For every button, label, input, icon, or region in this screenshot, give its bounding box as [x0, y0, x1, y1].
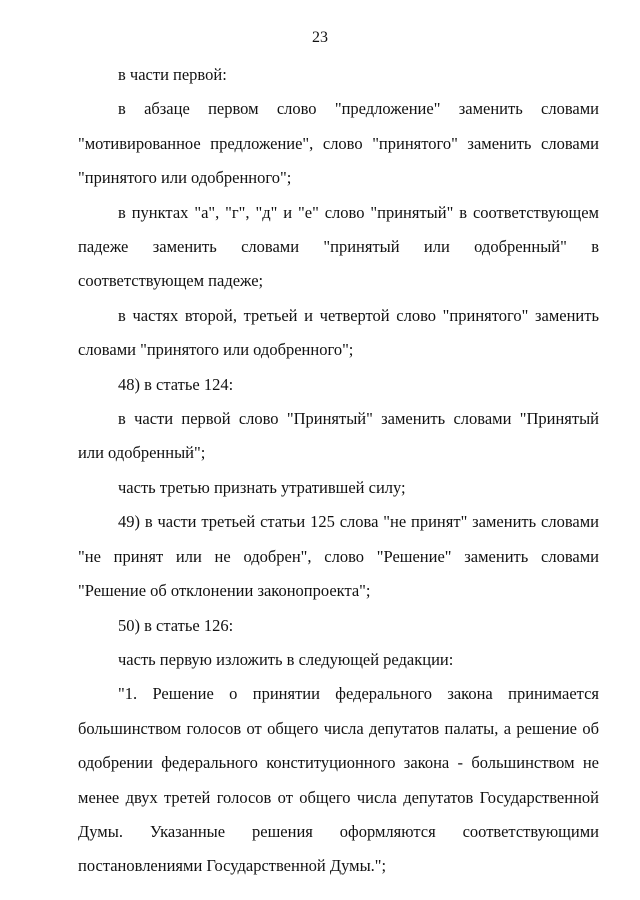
paragraph-item-50: 50) в статье 126:	[118, 615, 234, 635]
paragraph-parts-two-three-four: в частях второй, третьей и четвертой слово "принятого" заменить словами "принятого или одобренного";	[78, 305, 599, 360]
page-number: 23	[312, 29, 328, 46]
paragraph-article-124-part-one: в части первой слово "Принятый" заменить словами "Принятый или одобренный";	[78, 409, 599, 463]
paragraph-item-49: 49) в части третьей статьи 125 слова "не принят" заменить словами "не принят или не одобрен", слово "Решение" заменить словами "Решение об отклонении законопроекта";	[78, 512, 599, 601]
paragraph-part-one: в части первой:	[118, 65, 227, 84]
paragraph-article-126-new-text: "1. Решение о принятии федерального закона принимается большинством голосов от общего числа депутатов палаты, а решение об одобрении федерального конституционного закона - большинством не менее двух третей голосов от общего числа депутатов Государственной Думы. Указанные решения оформляются соответствующими постановлениями Государственной Думы.";	[78, 684, 599, 876]
paragraph-article-124-part-three: часть третью признать утратившей силу;	[118, 477, 406, 497]
paragraph-article-126-intro: часть первую изложить в следующей редакции:	[118, 649, 454, 669]
document-body	[78, 58, 599, 884]
paragraph-item-48: 48) в статье 124:	[118, 374, 234, 394]
paragraph-first-abzac: в абзаце первом слово "предложение" заменить словами "мотивированное предложение", слово "принятого" заменить словами "принятого или одобренного";	[78, 99, 599, 188]
paragraph-items-a-g-d-e: в пунктах "а", "г", "д" и "е" слово "принятый" в соответствующем падеже заменить словами "принятый или одобренный" в соответствующем падеже;	[78, 202, 599, 291]
